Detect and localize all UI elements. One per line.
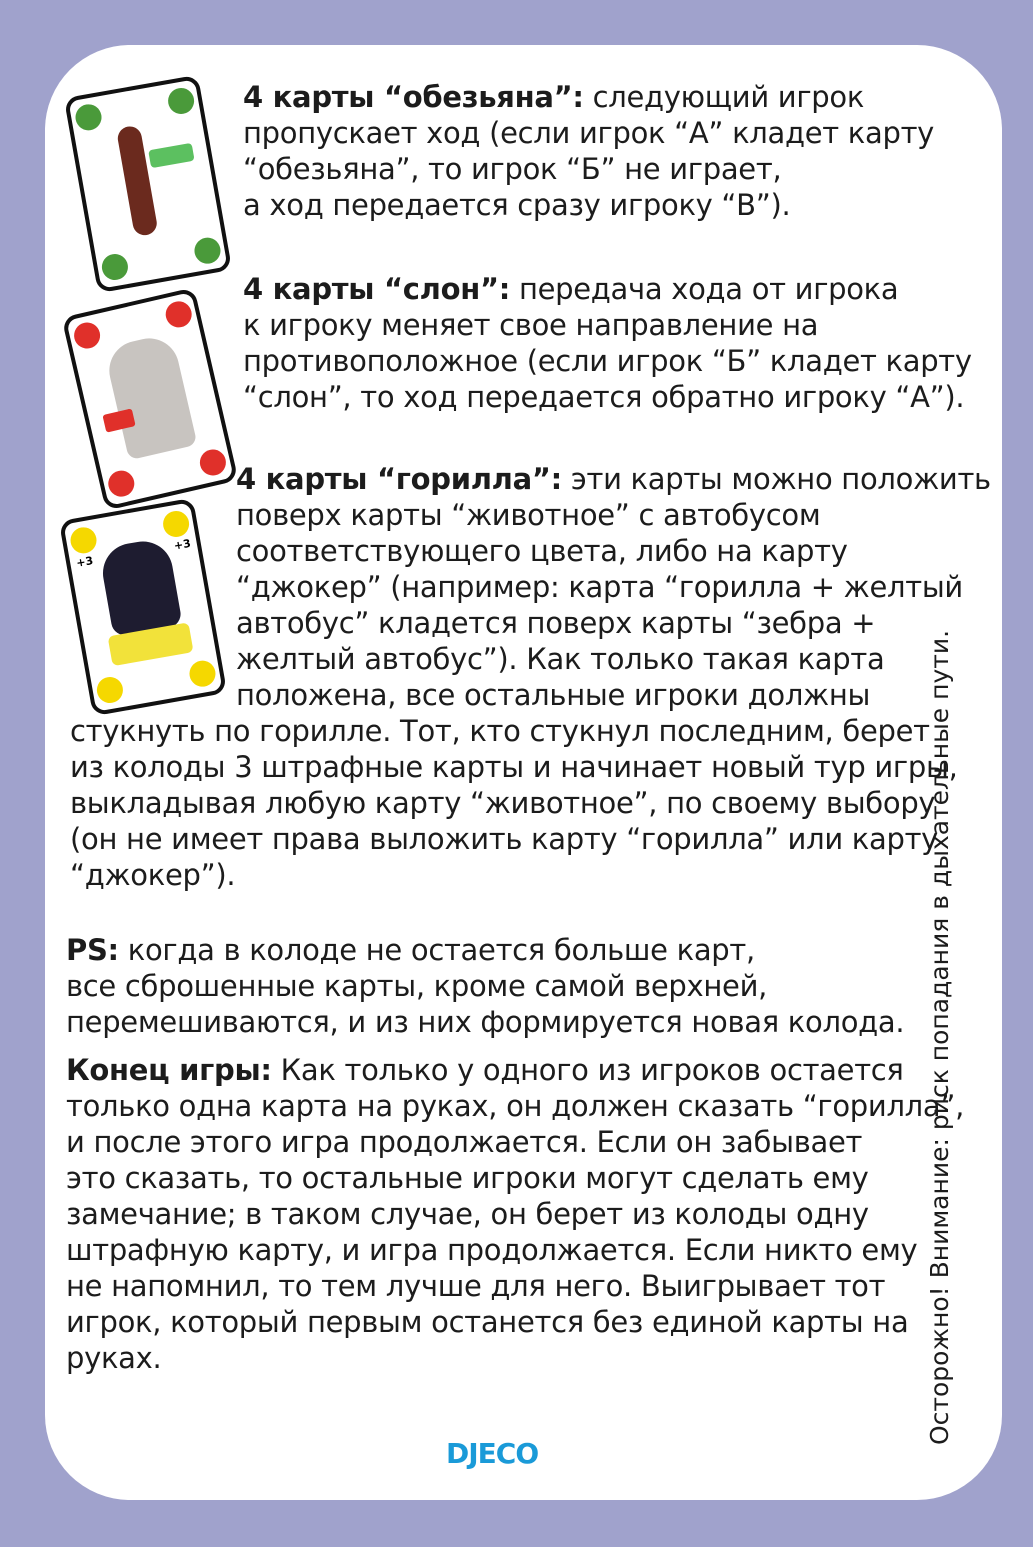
reverse-icon xyxy=(197,447,228,478)
rule-text: только одна карта на руках, он должен сказать “горилла”, xyxy=(66,1089,965,1123)
rule-text: передача хода от игрока xyxy=(510,272,899,306)
djeco-logo: DJECO xyxy=(446,1437,539,1470)
rule-text: желтый автобус”). Как только такая карта xyxy=(236,642,885,676)
gorilla-icon xyxy=(161,509,191,539)
gorilla-icon xyxy=(95,675,125,705)
monkey-illustration xyxy=(116,125,159,237)
rule-text: “слон”, то ход передается обратно игроку “А”). xyxy=(243,380,965,414)
rule-text: когда в колоде не остается больше карт, xyxy=(118,933,755,967)
gorilla-icon xyxy=(68,525,98,555)
penalty-label: +3 xyxy=(172,536,192,553)
monkey-skip-icon xyxy=(192,236,222,266)
rule-text: “обезьяна”, то игрок “Б” не играет, xyxy=(243,152,782,186)
gorilla-rule-continued xyxy=(70,713,958,893)
rule-text: игрок, который первым останется без единой карты на xyxy=(66,1305,909,1339)
reverse-icon xyxy=(163,299,194,330)
monkey-rule xyxy=(243,79,934,223)
green-bus-icon xyxy=(148,143,194,168)
monkey-skip-icon xyxy=(100,252,130,282)
rule-text: “джокер”). xyxy=(70,858,236,892)
rule-text: пропускает ход (если игрок “А” кладет карту xyxy=(243,116,935,150)
elephant-illustration xyxy=(103,332,197,460)
rule-text: соответствующего цвета, либо на карту xyxy=(236,534,848,568)
monkey-skip-icon xyxy=(73,102,103,132)
rule-text: и после этого игра продолжается. Если он забывает xyxy=(66,1125,863,1159)
reverse-icon xyxy=(72,320,103,351)
rule-text: руках. xyxy=(66,1341,162,1375)
gorilla-rule xyxy=(236,461,991,713)
rule-heading: 4 карты “обезьяна”: xyxy=(243,80,584,114)
rule-text: все сброшенные карты, кроме самой верхней, xyxy=(66,969,768,1003)
rule-heading: 4 карты “слон”: xyxy=(243,272,511,306)
rule-heading: 4 карты “горилла”: xyxy=(236,462,562,496)
rule-text: Как только у одного из игроков остается xyxy=(271,1053,904,1087)
rule-text: положена, все остальные игроки должны xyxy=(236,678,871,712)
rule-text: противоположное (если игрок “Б” кладет карту xyxy=(243,344,972,378)
reverse-icon xyxy=(106,468,137,499)
rule-text: к игроку меняет свое направление на xyxy=(243,308,819,342)
choking-warning: Осторожно! Внимание: риск попадания в дыхательные пути. xyxy=(925,629,954,1445)
elephant-rule xyxy=(243,271,972,415)
rule-text: автобус” кладется поверх карты “зебра + xyxy=(236,606,876,640)
rule-text: это сказать, то остальные игроки могут сделать ему xyxy=(66,1161,869,1195)
rule-text: “джокер” (например: карта “горилла + желтый xyxy=(236,570,963,604)
rule-text: выкладывая любую карту “животное”, по своему выбору xyxy=(70,786,936,820)
rule-text: (он не имеет права выложить карту “горилла” или карту xyxy=(70,822,939,856)
rule-text: штрафную карту, и игра продолжается. Если никто ему xyxy=(66,1233,918,1267)
rule-text: замечание; в таком случае, он берет из колоды одну xyxy=(66,1197,869,1231)
rule-heading: PS: xyxy=(66,933,119,967)
rule-text: перемешиваются, и из них формируется новая колода. xyxy=(66,1005,905,1039)
rule-text: стукнуть по горилле. Тот, кто стукнул последним, берет xyxy=(70,714,930,748)
end-of-game-rule xyxy=(66,1052,964,1376)
monkey-skip-icon xyxy=(166,86,196,116)
gorilla-illustration xyxy=(98,537,183,638)
rule-text: следующий игрок xyxy=(583,80,865,114)
ps-note xyxy=(66,932,904,1040)
rule-text: из колоды 3 штрафные карты и начинает новый тур игры, xyxy=(70,750,958,784)
gorilla-icon xyxy=(187,659,217,689)
rule-text: поверх карты “животное” с автобусом xyxy=(236,498,821,532)
rule-text: а ход передается сразу игроку “В”). xyxy=(243,188,791,222)
penalty-label: +3 xyxy=(75,554,95,570)
rule-text: не напомнил, то тем лучше для него. Выигрывает тот xyxy=(66,1269,886,1303)
rule-heading: Конец игры: xyxy=(66,1053,272,1087)
rule-text: эти карты можно положить xyxy=(561,462,991,496)
